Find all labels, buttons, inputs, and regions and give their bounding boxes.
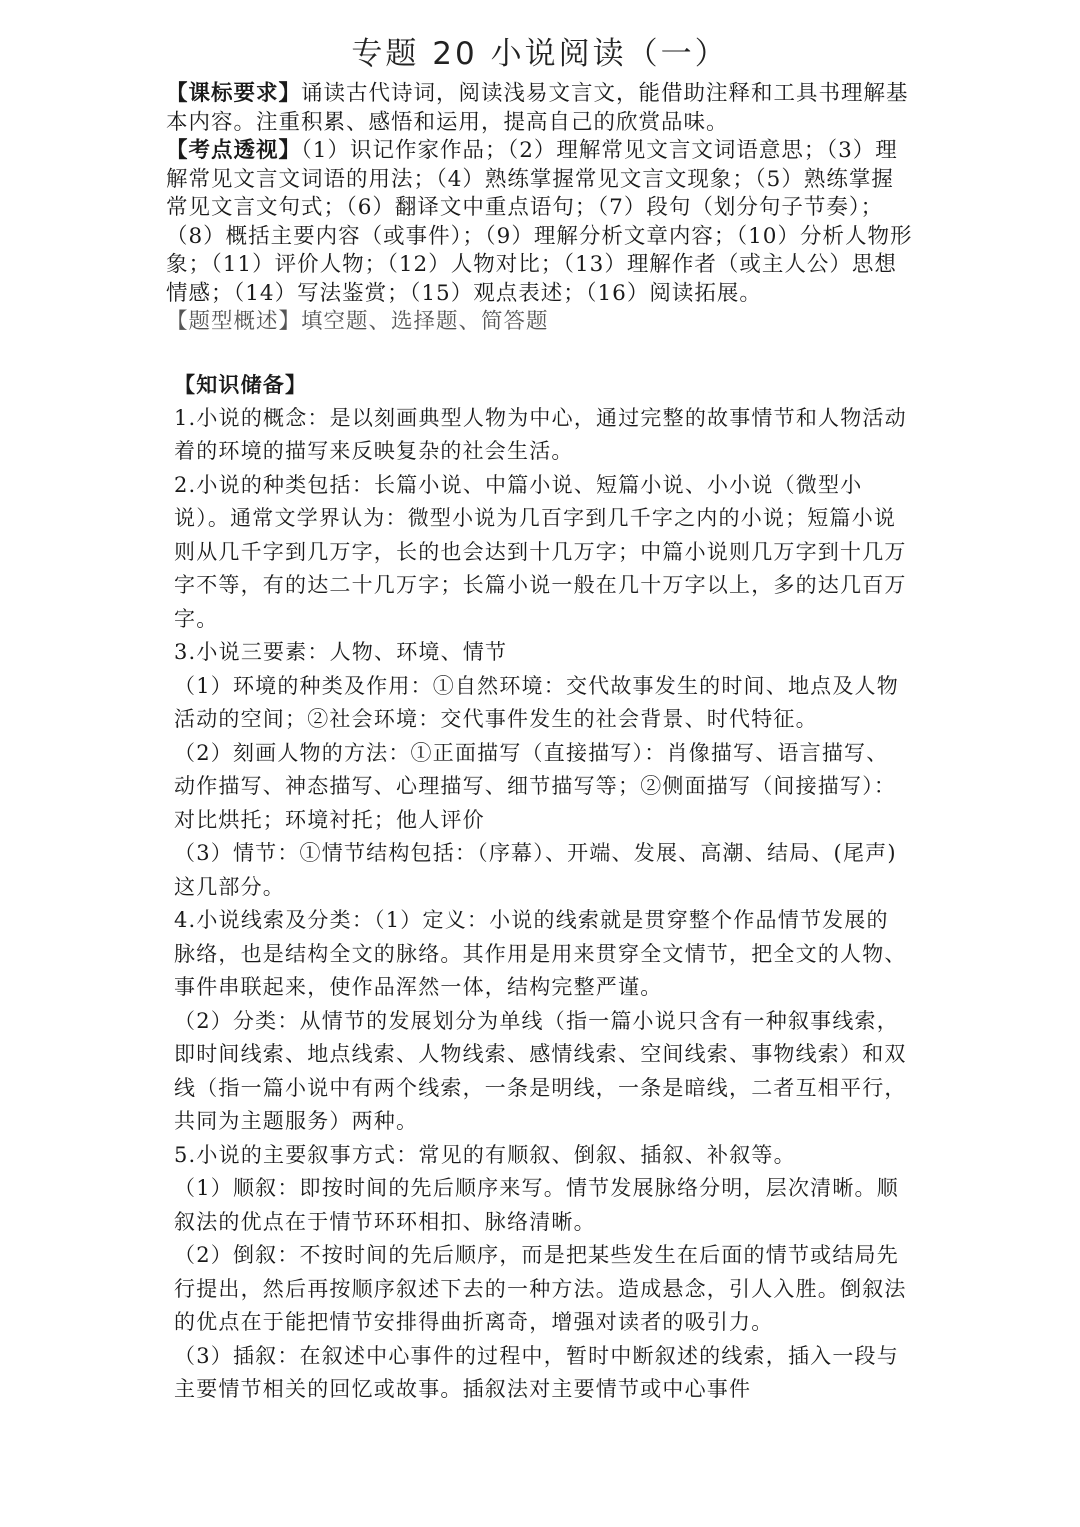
curriculum-paragraph xyxy=(166,80,916,137)
knowledge-paragraph: （3）插叙：在叙述中心事件的过程中，暂时中断叙述的线索，插入一段与主要情节相关的回忆或故事。插叙法对主要情节或中心事件 xyxy=(174,1343,899,1401)
knowledge-paragraph: 3.小说三要素：人物、环境、情节 xyxy=(174,640,508,664)
knowledge-paragraph: 2.小说的种类包括：长篇小说、中篇小说、短篇小说、小小说（微型小说）。通常文学界认为：微型小说为几百字到几千字之内的小说；短篇小说则从几千字到几万字，长的也会达到十几万字；中篇小说则几万字到十几万字不等，有的达二十几万字；长篇小说一般在几十万字以上，多的达几百万字。 xyxy=(174,472,907,631)
knowledge-paragraph: （3）情节：①情节结构包括：（序幕）、开端、发展、高潮、结局、(尾声)这几部分。 xyxy=(174,841,897,899)
knowledge-paragraph: （2）刻画人物的方法：①正面描写（直接描写）：肖像描写、语言描写、动作描写、神态描写、心理描写、细节描写等；②侧面描写（间接描写）：对比烘托；环境衬托；他人评价 xyxy=(174,740,897,832)
knowledge-paragraph: （2）倒叙：不按时间的先后顺序，而是把某些发生在后面的情节或结局先行提出，然后再按顺序叙述下去的一种方法。造成悬念，引人入胜。倒叙法的优点在于能把情节安排得曲折离奇，增强对读者的吸引力。 xyxy=(174,1243,907,1334)
knowledge-paragraph: （2）分类：从情节的发展划分为单线（指一篇小说只含有一种叙事线索，即时间线索、地点线索、人物线索、感情线索、空间线索、事物线索）和双线（指一篇小说中有两个线索，一条是明线，一条是暗线，二者互相平行，共同为主题服务）两种。 xyxy=(174,1008,907,1133)
knowledge-label: 【知识储备】 xyxy=(174,372,308,397)
question-types-label: 【题型概述】 xyxy=(166,309,302,334)
requirements-block xyxy=(166,80,916,337)
knowledge-paragraph: 5.小说的主要叙事方式：常见的有顺叙、倒叙、插叙、补叙等。 xyxy=(174,1142,796,1167)
curriculum-label: 【课标要求】 xyxy=(166,81,302,106)
exam-points-text: （1）识记作家作品；（2）理解常见文言文词语意思；（3）理解常见文言文词语的用法；（4）熟练掌握常见文言文现象；（5）熟练掌握常见文言文句式；（6）翻译文中重点语句；（7）段句（划分句子节奏）；（8）概括主要内容（或事件）；（9）理解分析文章内容；（10）分析人物形象；（11）评价人物；（12）人物对比；（13）理解作者（或主人公）思想情感；（14）写法鉴赏；（15）观点表述；（16）阅读拓展。 xyxy=(166,138,913,306)
question-types-paragraph xyxy=(166,308,916,337)
exam-points-label: 【考点透视】 xyxy=(166,138,302,163)
curriculum-text: 诵读古代诗词，阅读浅易文言文，能借助注释和工具书理解基本内容。注重积累、感悟和运用，提高自己的欣赏品味。 xyxy=(166,81,909,135)
exam-points-paragraph xyxy=(166,137,916,308)
document-title: 专题 20 小说阅读（一） xyxy=(351,36,729,72)
knowledge-section xyxy=(174,368,909,1407)
knowledge-paragraph: 1.小说的概念：是以刻画典型人物为中心，通过完整的故事情节和人物活动着的环境的描写来反映复杂的社会生活。 xyxy=(174,405,907,463)
question-types-text: 填空题、选择题、简答题 xyxy=(301,309,549,334)
knowledge-paragraph: （1）环境的种类及作用：①自然环境：交代故事发生的时间、地点及人物活动的空间；②社会环境：交代事件发生的社会背景、时代特征。 xyxy=(174,673,899,731)
knowledge-paragraph: 4.小说线索及分类：（1）定义：小说的线索就是贯穿整个作品情节发展的脉络，也是结构全文的脉络。其作用是用来贯穿全文情节，把全文的人物、事件串联起来，使作品浑然一体，结构完整严谨。 xyxy=(174,908,907,999)
knowledge-paragraph: （1）顺叙：即按时间的先后顺序来写。情节发展脉络分明，层次清晰。顺叙法的优点在于情节环环相扣、脉络清晰。 xyxy=(174,1176,899,1234)
